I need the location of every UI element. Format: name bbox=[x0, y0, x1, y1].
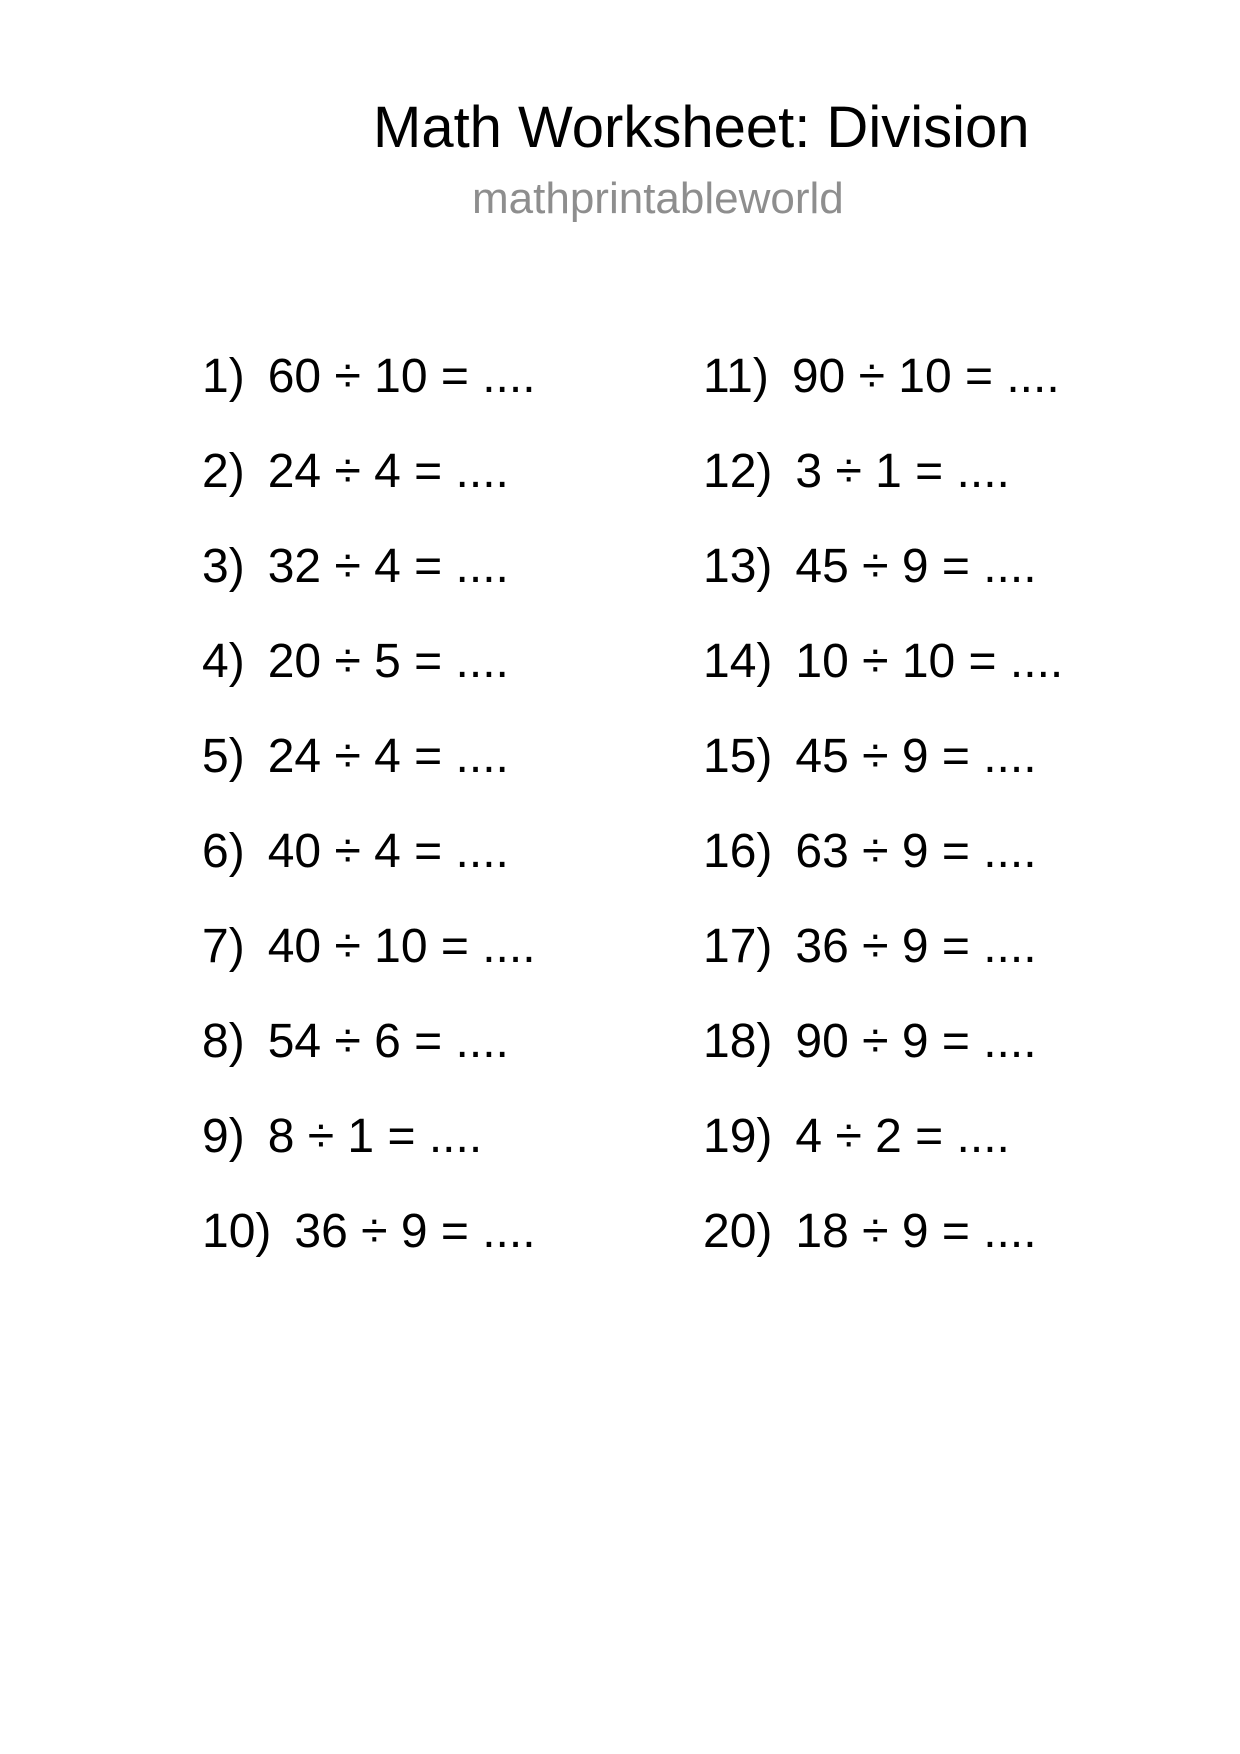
problem-number: 19) bbox=[703, 1110, 773, 1163]
problem-number: 11) bbox=[703, 350, 769, 403]
problem-row bbox=[202, 329, 536, 424]
problem-row bbox=[703, 709, 1063, 804]
problem-row bbox=[703, 899, 1063, 994]
problem-expression: 4 ÷ 2 = .... bbox=[795, 1110, 1010, 1163]
problem-row bbox=[202, 899, 536, 994]
problem-expression: 24 ÷ 4 = .... bbox=[267, 730, 509, 783]
problem-number: 16) bbox=[703, 825, 773, 878]
problem-number: 10) bbox=[202, 1205, 272, 1258]
problem-expression: 18 ÷ 9 = .... bbox=[795, 1205, 1037, 1258]
problem-row bbox=[202, 804, 536, 899]
problem-row bbox=[202, 424, 536, 519]
problem-number: 7) bbox=[202, 920, 245, 973]
problem-row bbox=[202, 709, 536, 804]
problem-number: 17) bbox=[703, 920, 773, 973]
worksheet-brand: mathprintableworld bbox=[472, 174, 844, 223]
problem-expression: 54 ÷ 6 = .... bbox=[267, 1015, 509, 1068]
problem-expression: 40 ÷ 4 = .... bbox=[267, 825, 509, 878]
problem-row bbox=[703, 329, 1063, 424]
problems-right-column bbox=[703, 329, 1063, 1279]
problem-row bbox=[703, 519, 1063, 614]
problem-expression: 90 ÷ 9 = .... bbox=[795, 1015, 1037, 1068]
problem-number: 18) bbox=[703, 1015, 773, 1068]
problem-expression: 45 ÷ 9 = .... bbox=[795, 540, 1037, 593]
worksheet-title: Math Worksheet: Division bbox=[373, 95, 1030, 160]
problem-expression: 36 ÷ 9 = .... bbox=[294, 1205, 536, 1258]
problem-number: 5) bbox=[202, 730, 245, 783]
problem-row bbox=[703, 614, 1063, 709]
problem-row bbox=[202, 519, 536, 614]
problem-expression: 40 ÷ 10 = .... bbox=[267, 920, 536, 973]
problem-expression: 90 ÷ 10 = .... bbox=[791, 350, 1060, 403]
problem-expression: 32 ÷ 4 = .... bbox=[267, 540, 509, 593]
problem-number: 13) bbox=[703, 540, 773, 593]
problem-row bbox=[202, 1089, 536, 1184]
problem-row bbox=[202, 614, 536, 709]
problem-number: 14) bbox=[703, 635, 773, 688]
problem-number: 3) bbox=[202, 540, 245, 593]
problem-number: 20) bbox=[703, 1205, 773, 1258]
problem-expression: 3 ÷ 1 = .... bbox=[795, 445, 1010, 498]
problem-expression: 36 ÷ 9 = .... bbox=[795, 920, 1037, 973]
problem-number: 8) bbox=[202, 1015, 245, 1068]
problem-row bbox=[703, 994, 1063, 1089]
problem-row bbox=[703, 424, 1063, 519]
problem-expression: 63 ÷ 9 = .... bbox=[795, 825, 1037, 878]
problem-row bbox=[202, 1184, 536, 1279]
problem-number: 15) bbox=[703, 730, 773, 783]
problem-number: 1) bbox=[202, 350, 245, 403]
problem-expression: 10 ÷ 10 = .... bbox=[795, 635, 1064, 688]
problem-row bbox=[703, 804, 1063, 899]
problems-left-column bbox=[202, 329, 536, 1279]
problem-expression: 60 ÷ 10 = .... bbox=[267, 350, 536, 403]
problem-number: 4) bbox=[202, 635, 245, 688]
problem-row bbox=[202, 994, 536, 1089]
problem-row bbox=[703, 1184, 1063, 1279]
problem-expression: 24 ÷ 4 = .... bbox=[267, 445, 509, 498]
problem-expression: 8 ÷ 1 = .... bbox=[267, 1110, 483, 1163]
problem-number: 9) bbox=[202, 1110, 245, 1163]
problem-number: 12) bbox=[703, 445, 773, 498]
problem-number: 2) bbox=[202, 445, 245, 498]
problem-number: 6) bbox=[202, 825, 245, 878]
problem-row bbox=[703, 1089, 1063, 1184]
problem-expression: 45 ÷ 9 = .... bbox=[795, 730, 1037, 783]
problem-expression: 20 ÷ 5 = .... bbox=[267, 635, 509, 688]
